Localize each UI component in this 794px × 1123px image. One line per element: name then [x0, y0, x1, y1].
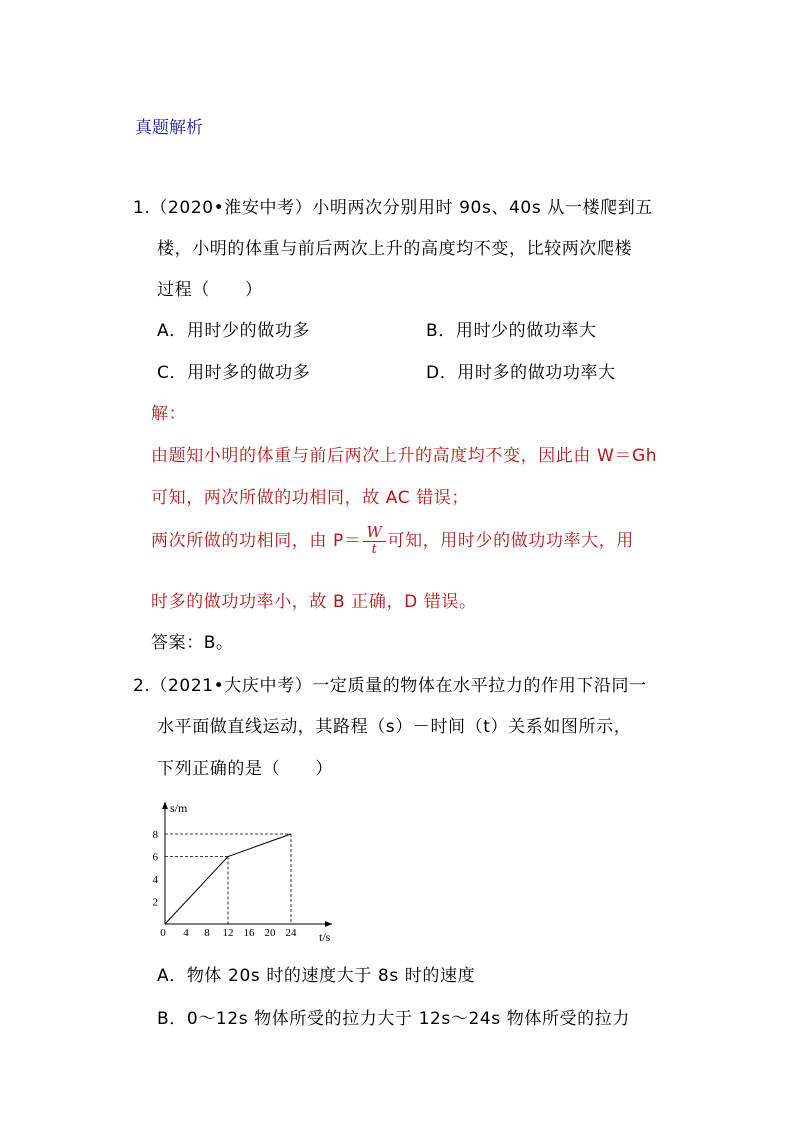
- y-axis-label: s/m: [170, 801, 188, 815]
- y-tick-labels: [153, 829, 159, 909]
- q1-option-a: A．用时少的做功多: [157, 321, 311, 341]
- q2-line-2: 水平面做直线运动，其路程（s）－时间（t）关系如图所示，: [157, 717, 632, 737]
- q1-solution-line-4: 时多的做功功率小，故 B 正确，D 错误。: [151, 592, 477, 612]
- q1-line-3: 过程（ ）: [157, 280, 263, 300]
- x-axis-label: t/s: [319, 930, 331, 944]
- q1-line-2: 楼，小明的体重与前后两次上升的高度均不变，比较两次爬楼: [157, 239, 633, 259]
- x-tick-label: 12: [222, 927, 234, 939]
- x-tick-label: 24: [285, 927, 297, 939]
- q2-line-1: 2.（2021•大庆中考）一定质量的物体在水平拉力的作用下沿同一: [133, 676, 647, 696]
- q1-line-1: 1.（2020•淮安中考）小明两次分别用时 90s、40s 从一楼爬到五: [133, 198, 653, 218]
- x-tick-label: 16: [243, 927, 255, 939]
- q1-solution-line-3-pre: 两次所做的功相同，由 P＝: [151, 531, 362, 551]
- dashed-guides: [165, 834, 291, 924]
- y-tick-label: 6: [152, 851, 158, 864]
- q1-option-d: D．用时多的做功功率大: [426, 363, 616, 383]
- y-tick-label: 2: [152, 896, 158, 909]
- x-tick-label: 8: [204, 927, 210, 939]
- x-tick-label: 4: [183, 927, 189, 939]
- q1-solution-line-1: 由题知小明的体重与前后两次上升的高度均不变，因此由 W＝Gh: [151, 446, 658, 466]
- q1-answer: 答案：B。: [151, 633, 234, 653]
- x-tick-label: 20: [264, 927, 276, 939]
- power-fraction: [363, 524, 385, 558]
- q1-solution-line-2: 可知，两次所做的功相同，故 AC 错误；: [151, 488, 470, 508]
- q1-option-c: C．用时多的做功多: [157, 363, 311, 383]
- distance-time-chart: [140, 798, 350, 946]
- q1-solution-line-3: [151, 524, 634, 558]
- y-tick-label: 8: [152, 829, 158, 841]
- section-heading: 真题解析: [135, 118, 203, 138]
- q2-line-3: 下列正确的是（ ）: [157, 759, 333, 779]
- x-tick-labels: [160, 927, 297, 939]
- fraction-denominator: t: [371, 542, 378, 557]
- fraction-numerator: W: [363, 524, 385, 542]
- y-tick-label: 4: [152, 874, 158, 886]
- q1-solution-line-3-post: 可知，用时少的做功功率大，用: [387, 531, 634, 551]
- x-tick-label: 0: [160, 927, 166, 939]
- q2-option-a: A．物体 20s 时的速度大于 8s 时的速度: [157, 966, 476, 986]
- q1-option-b: B．用时少的做功率大: [426, 321, 597, 341]
- q2-option-b: B．0～12s 物体所受的拉力大于 12s～24s 物体所受的拉力: [157, 1009, 630, 1029]
- q1-solution-label: 解：: [151, 404, 187, 424]
